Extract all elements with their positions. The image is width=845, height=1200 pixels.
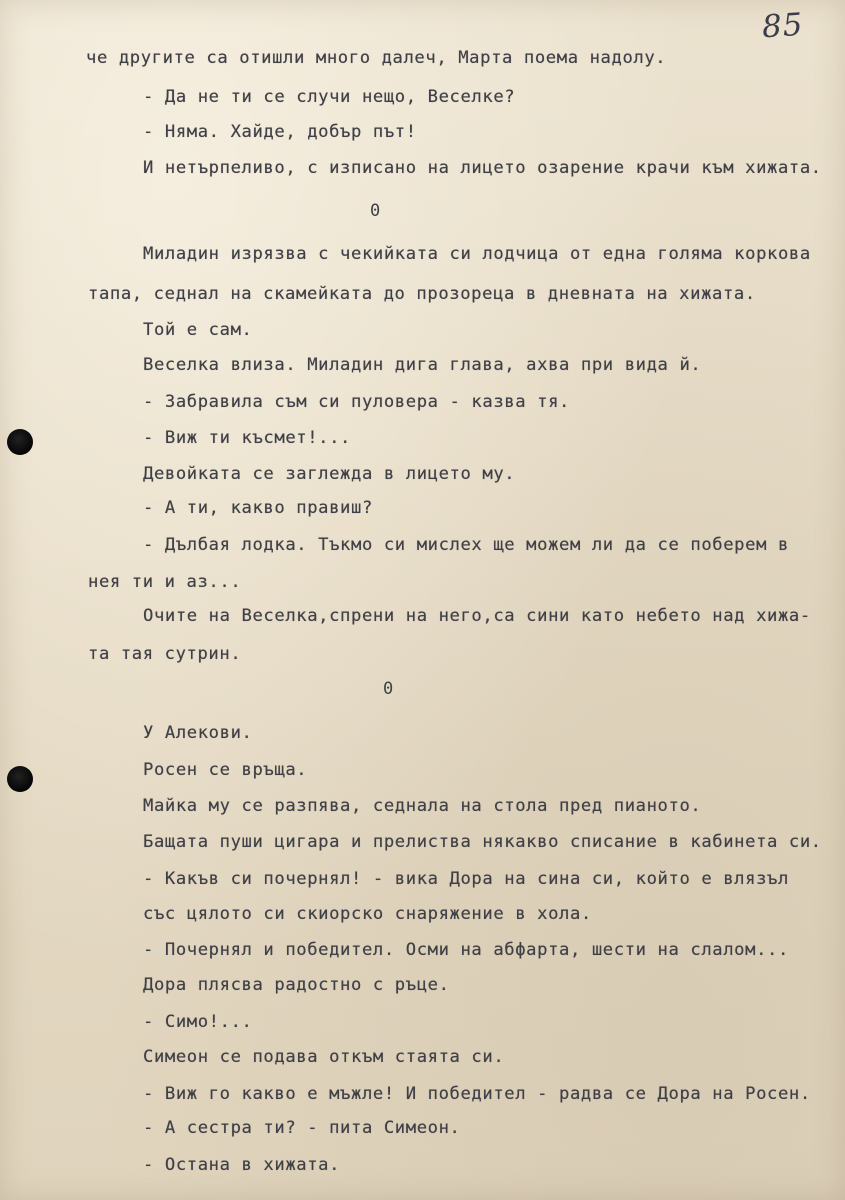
punch-hole [7,429,33,455]
text-line: Той е сам. [143,320,253,340]
text-line: Бащата пуши цигара и прелиства някакво списание в кабинета си. [143,832,822,852]
text-line: със цялото си скиорско снаряжение в хола. [143,904,592,924]
section-separator: 0 [383,679,394,699]
text-line: Девойката се заглежда в лицето му. [143,464,516,484]
punch-hole [7,766,33,792]
text-line: - Да не ти се случи нещо, Веселке? [143,87,516,107]
text-line: - Какъв си почернял! - вика Дора на сина си, който е влязъл [143,869,789,889]
text-line: - Виж го какво е мъжле! И победител - радва се Дора на Росен. [143,1084,811,1104]
page-number: 85 [760,6,805,46]
text-line: тапа, седнал на скамейката до прозореца в дневната на хижата. [88,284,756,304]
text-line: Дора плясва радостно с ръце. [143,975,450,995]
section-separator: 0 [370,201,381,221]
text-line: че другите са отишли много далеч, Марта поема надолу. [86,48,667,68]
text-line: - Дълбая лодка. Тъкмо си мислех ще можем ли да се поберем в [143,535,789,555]
text-line: Росен се връща. [143,760,308,780]
text-line: нея ти и аз... [88,572,242,592]
text-line: Симеон се подава откъм стаята си. [143,1047,505,1067]
text-line: та тая сутрин. [88,644,242,664]
text-line: И нетърпеливо, с изписано на лицето озарение крачи към хижата. [143,158,822,178]
text-line: Майка му се разпява, седнала на стола пред пианото. [143,796,702,816]
text-line: Миладин изрязва с чекийката си лодчица от една голяма коркова [143,244,811,264]
text-line: - Остана в хижата. [143,1155,341,1175]
text-line: - Симо!... [143,1012,253,1032]
text-line: - Виж ти късмет!... [143,428,352,448]
text-line: - А сестра ти? - пита Симеон. [143,1118,461,1138]
text-line: У Алекови. [143,723,253,743]
text-line: - А ти, какво правиш? [143,498,373,518]
text-line: Очите на Веселка,спрени на него,са сини като небето над хижа- [143,606,811,626]
text-line: - Няма. Хайде, добър път! [143,122,417,142]
text-line: Веселка влиза. Миладин дига глава, ахва при вида й. [143,355,702,375]
text-line: - Почернял и победител. Осми на абфарта, шести на слалом... [143,940,789,960]
text-line: - Забравила съм си пуловера - казва тя. [143,392,570,412]
